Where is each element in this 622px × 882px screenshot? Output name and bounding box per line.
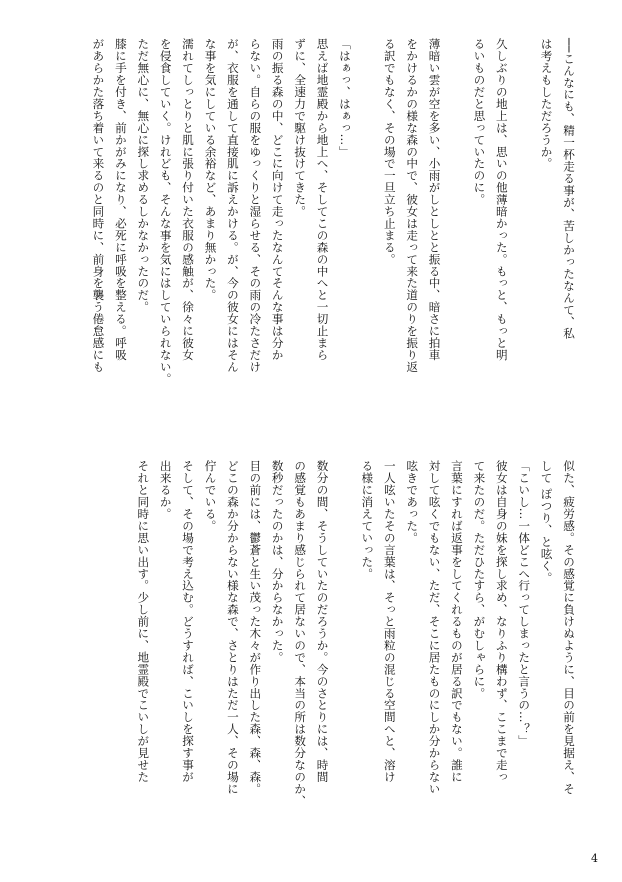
text-column: 雨の振る森の中、どこに向けて走ったなんてそんな事は分か: [270, 38, 285, 361]
text-column: どこの森か分からない様な森で、さとりはただ一人、その場に: [225, 460, 240, 795]
text-column: 似た、疲労感。その感覚に負けぬように、目の前を見据え、そ: [562, 460, 576, 795]
text-column: 出来るか。: [158, 460, 173, 520]
text-column: 膝に手を付き、前かがみになり、必死に呼吸を整える。呼吸: [113, 38, 128, 361]
text-column: [446, 38, 468, 438]
text-column: 「こいし…一体どこへ行ってしまったと言うの…？」: [517, 460, 532, 747]
text-column: 濡れてしっとりと肌に張り付いた衣服の感触が、徐々に彼女: [181, 38, 196, 361]
text-column: る様に消えていった。: [360, 460, 375, 580]
text-column: ずに、全速力で駆け抜けてきた。: [293, 38, 308, 218]
text-column: 佇んでいる。: [203, 460, 218, 532]
text-column: 対して呟くでもない、ただ、そこに居たものにしか分からない: [427, 460, 442, 795]
text-column: そして、その場で考え込む。どうすれば、こいしを探す事が: [181, 460, 196, 783]
page-number: 4: [591, 852, 598, 865]
text-column: らない。自らの服をゆっくりと湿らせる、その雨の冷たさだけ: [248, 38, 263, 373]
text-column: 久しぶりの地上は、思いの他薄暗かった。もっと、もっと明: [494, 38, 509, 361]
text-column: 一人呟いたその言葉は、そっと雨粒の混じる空間へと、溶け: [382, 460, 397, 783]
text-column: 薄暗い雲が空を多い、小雨がしとしとと振る中、暗さに拍車: [427, 38, 442, 361]
text-column: を侵食していく。けれども、そんな事を気にはしていられない。: [158, 38, 173, 385]
text-column: 言葉にすれば返事をしてくれるものが居る訳でもない。誰に: [449, 460, 464, 783]
text-column: 「はぁっ、はぁっ…」: [337, 38, 352, 158]
text-column: それと同時に思い出す。少し前に、地霊殿でこいしが見せた: [136, 460, 151, 783]
text-column: して ぽつり、と呟く。: [539, 460, 554, 584]
text-column: る訳でもなく、その場で一旦立ち止まる。: [382, 38, 397, 266]
text-column: は考えもしただろうか。: [539, 38, 554, 170]
lower-text-block: [132, 460, 580, 860]
text-column: [334, 460, 356, 860]
text-column: [356, 38, 378, 438]
text-column: 思えば地霊殿から地上へ、そしてこの森の中へと一切止まら: [315, 38, 330, 361]
text-column: が、衣服を通して直接肌に訴えかける。が、今の彼女にはそん: [225, 38, 240, 373]
text-column: の感覚もあまり感じられて居ないので、本当の所は数分なのか、: [293, 460, 308, 807]
text-column: るいものだと思っていたのに。: [472, 38, 487, 206]
text-column: 数秒だったのかは、分からなかった。: [270, 460, 285, 664]
text-column: 目の前には、鬱蒼と生い茂った木々が作り出した森、森、森。: [248, 460, 263, 795]
text-column: をかけるかの様な森の中で、彼女は走って来た道のりを振り返: [405, 38, 420, 373]
text-column: 呟きであった。: [405, 460, 420, 544]
text-column: ──こんなにも、精一杯走る事が、苦しかったなんて、私: [562, 38, 576, 340]
text-column: ただ無心に、無心に探し求めるしかなかったのだ。: [136, 38, 151, 313]
text-column: があらかた落ち着いて来るのと同時に、前身を襲う倦怠感にも: [91, 38, 106, 373]
text-column: て来たのだ。ただひたすら、がむしゃらに。: [472, 460, 487, 699]
text-column: [513, 38, 535, 438]
text-column: 彼女は自身の妹を探し求め、なりふり構わず、ここまで走っ: [494, 460, 509, 783]
text-column: な事を気にしている余裕など、あまり無かった。: [203, 38, 218, 301]
upper-text-block: [87, 38, 580, 438]
text-column: 数分の間、そうしていたのだろうか。今のさとりには、時間: [315, 460, 330, 783]
